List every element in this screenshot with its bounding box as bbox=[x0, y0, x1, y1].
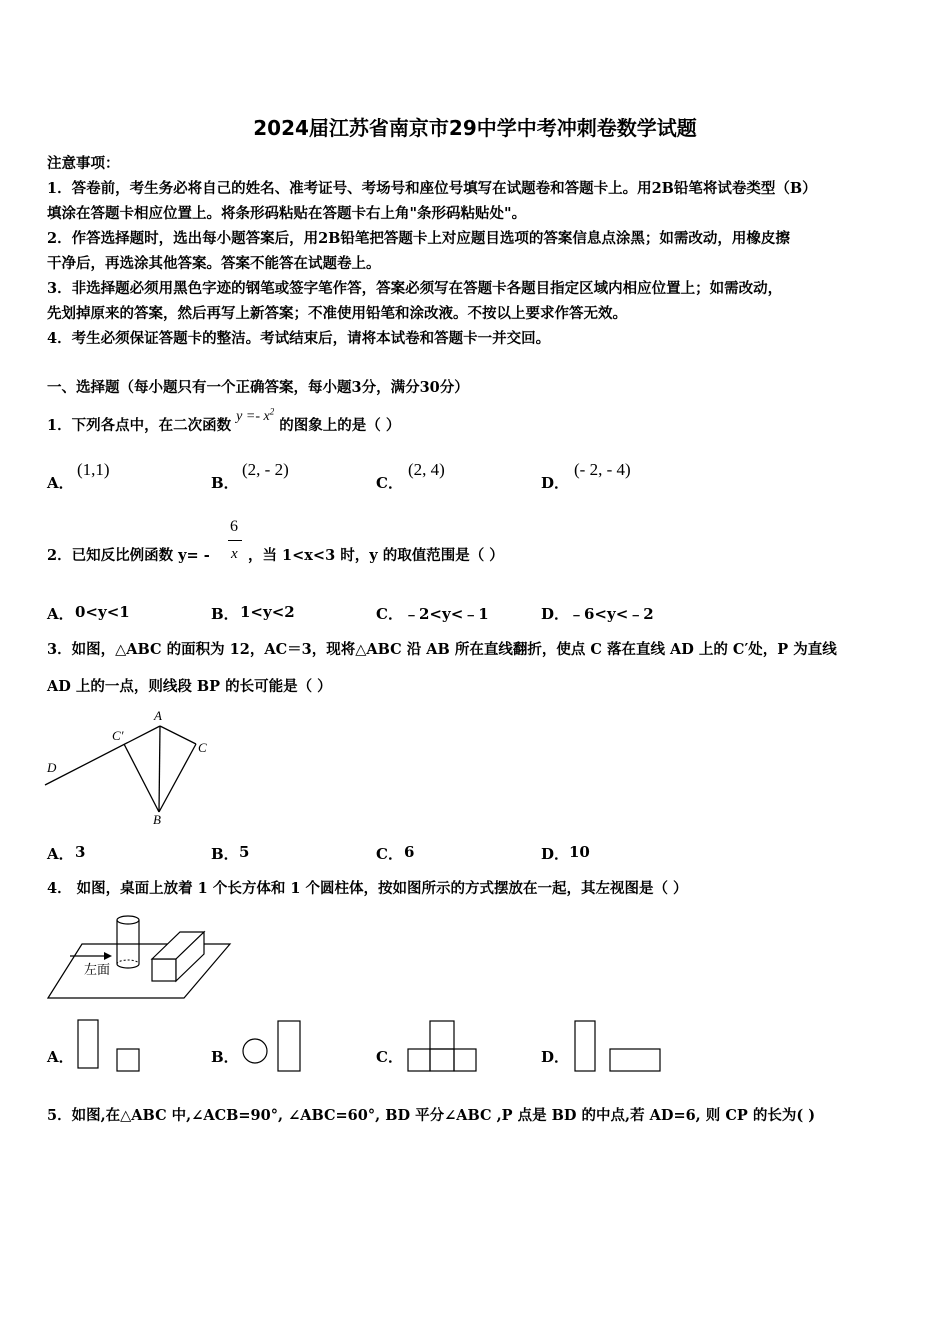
q4-option-b-figure bbox=[240, 1018, 310, 1073]
q4-option-c-bottom-left bbox=[408, 1049, 430, 1071]
q4-cuboid-front bbox=[152, 959, 176, 981]
q1-stem-prefix: 1．下列各点中，在二次函数 bbox=[47, 417, 232, 434]
q3-figure bbox=[40, 700, 230, 830]
q4-option-a-label: A． bbox=[47, 1048, 74, 1066]
q4-option-a-tall-rect bbox=[78, 1020, 98, 1068]
q2-fraction-bar bbox=[228, 540, 242, 541]
q1-option-b-value: (2, - 2) bbox=[242, 460, 289, 479]
q1-stem-suffix: 的图象上的是（ ） bbox=[279, 417, 401, 434]
q3-option-b-value: 5 bbox=[239, 843, 250, 861]
q2-option-c-value: ﹣2<y<﹣1 bbox=[404, 605, 489, 623]
q2-option-a-value: 0<y<1 bbox=[75, 603, 130, 621]
q4-cylinder-bottom bbox=[117, 964, 139, 968]
q3-label-c: C bbox=[198, 740, 207, 755]
q3-label-b: B bbox=[153, 812, 161, 827]
q3-segment-ab bbox=[159, 726, 160, 812]
q1-option-a-label: A． bbox=[47, 474, 74, 492]
q4-option-c-top-rect bbox=[430, 1021, 454, 1049]
notice-line: 填涂在答题卡相应位置上。将条形码粘贴在答题卡右上角"条形码粘贴处"。 bbox=[47, 205, 527, 222]
q2-option-b-label: B． bbox=[211, 605, 239, 623]
q4-view-arrow-head bbox=[104, 952, 112, 960]
q4-option-c-figure bbox=[405, 1018, 480, 1073]
notice-line: 2．作答选择题时，选出每小题答案后，用2B铅笔把答题卡上对应题目选项的答案信息点涂黑；如需改动，用橡皮擦 bbox=[47, 230, 790, 247]
q2-option-c-label: C． bbox=[376, 605, 403, 623]
q4-figure-label: 左面 bbox=[84, 963, 111, 978]
q4-option-b-tall-rect bbox=[278, 1021, 300, 1071]
notice-line: 1．答卷前，考生务必将自己的姓名、准考证号、考场号和座位号填写在试题卷和答题卡上。用2B铅笔将试卷类型（B） bbox=[47, 180, 817, 197]
q3-option-a-value: 3 bbox=[75, 843, 86, 861]
q1-formula-exp: 2 bbox=[269, 406, 275, 417]
q2-stem-suffix: ，当 1<x<3 时，y 的取值范围是（ ） bbox=[248, 547, 504, 564]
q1-option-c-label: C． bbox=[376, 474, 403, 492]
section-heading: 一、选择题（每小题只有一个正确答案，每小题3分，满分30分） bbox=[47, 379, 469, 396]
q1-option-d-label: D． bbox=[541, 474, 570, 492]
page-title: 2024届江苏省南京市29中学中考冲刺卷数学试题 bbox=[253, 116, 697, 140]
q1-option-b-label: B． bbox=[211, 474, 239, 492]
q3-segment-c-prime-b bbox=[124, 744, 159, 812]
q3-line-ad bbox=[45, 726, 160, 785]
q1-option-c-value: (2, 4) bbox=[408, 460, 445, 479]
q3-label-c-prime: C′ bbox=[112, 728, 124, 743]
notice-line: 4．考生必须保证答题卡的整洁。考试结束后，请将本试卷和答题卡一并交回。 bbox=[47, 330, 551, 347]
q1-option-d-value: (- 2, - 4) bbox=[574, 460, 631, 479]
q2-option-d-label: D． bbox=[541, 605, 570, 623]
q3-option-a-label: A． bbox=[47, 845, 74, 863]
q4-stem: 4． 如图，桌面上放着 1 个长方体和 1 个圆柱体，按如图所示的方式摆放在一起，其左视图是（ ） bbox=[47, 880, 688, 897]
q4-option-d-tall-rect bbox=[575, 1021, 595, 1071]
q3-segment-ac bbox=[160, 726, 196, 744]
q2-option-b-value: 1<y<2 bbox=[240, 603, 295, 621]
q3-stem-line2: AD 上的一点，则线段 BP 的长可能是（ ） bbox=[47, 678, 332, 695]
q4-cylinder-top bbox=[117, 916, 139, 924]
q4-cylinder-bottom-hidden bbox=[117, 960, 139, 964]
q3-segment-bc bbox=[159, 744, 196, 812]
q1-option-a-value: (1,1) bbox=[77, 460, 110, 479]
notice-line: 干净后，再选涂其他答案。答案不能答在试题卷上。 bbox=[47, 255, 381, 272]
q4-option-d-figure bbox=[572, 1018, 667, 1073]
q4-option-a-small-square bbox=[117, 1049, 139, 1071]
q2-option-a-label: A． bbox=[47, 605, 74, 623]
q4-option-d-label: D． bbox=[541, 1048, 570, 1066]
q2-fraction-num: 6 bbox=[230, 518, 238, 535]
q4-option-d-wide-rect bbox=[610, 1049, 660, 1071]
q4-option-c-bottom-right bbox=[454, 1049, 476, 1071]
q2-stem-prefix: 2．已知反比例函数 y= - bbox=[47, 547, 210, 564]
q3-label-d: D bbox=[47, 760, 57, 775]
q4-option-b-circle bbox=[243, 1039, 267, 1063]
q1-formula-base: y =- x bbox=[236, 409, 270, 424]
q2-fraction-den: x bbox=[231, 546, 238, 562]
notice-line: 先划掉原来的答案，然后再写上新答案；不准使用铅笔和涂改液。不按以上要求作答无效。 bbox=[47, 305, 627, 322]
q3-option-d-label: D． bbox=[541, 845, 570, 863]
q4-option-b-label: B． bbox=[211, 1048, 239, 1066]
q3-option-c-value: 6 bbox=[404, 843, 415, 861]
q3-option-d-value: 10 bbox=[569, 843, 590, 861]
notice-line: 3．非选择题必须用黑色字迹的钢笔或签字笔作答，答案必须写在答题卡各题目指定区域内相应位置上；如需改动， bbox=[47, 280, 783, 297]
q4-figure bbox=[44, 912, 234, 1002]
q4-option-a-figure bbox=[76, 1018, 146, 1073]
q3-stem-line1: 3．如图，△ABC 的面积为 12，AC＝3，现将△ABC 沿 AB 所在直线翻折，使点 C 落在直线 AD 上的 C′处，P 为直线 bbox=[47, 641, 837, 658]
q4-option-c-label: C． bbox=[376, 1048, 403, 1066]
q3-option-b-label: B． bbox=[211, 845, 239, 863]
q2-option-d-value: ﹣6<y<﹣2 bbox=[569, 605, 654, 623]
q1-formula bbox=[236, 406, 275, 424]
q5-stem: 5．如图,在△ABC 中,∠ACB=90°, ∠ABC=60°, BD 平分∠ABC ,P 点是 BD 的中点,若 AD=6, 则 CP 的长为( ) bbox=[47, 1107, 816, 1124]
q3-option-c-label: C． bbox=[376, 845, 403, 863]
notice-heading: 注意事项： bbox=[47, 155, 120, 172]
q3-label-a: A bbox=[154, 708, 162, 723]
q1-stem bbox=[47, 406, 401, 435]
q4-option-c-bottom-mid bbox=[430, 1049, 454, 1071]
